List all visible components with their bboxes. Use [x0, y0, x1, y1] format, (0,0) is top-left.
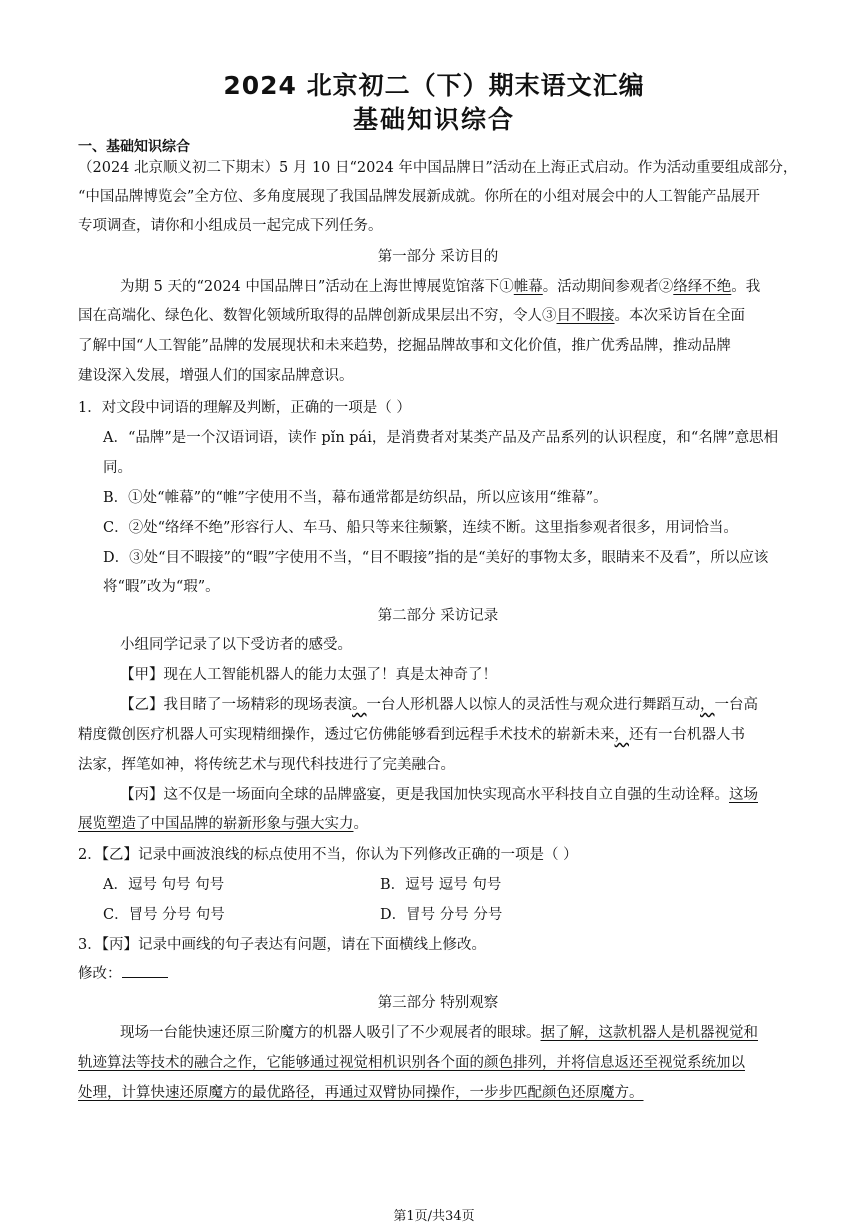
question-1-stem: 1．对文段中词语的理解及判断，正确的一项是（ ）	[78, 400, 411, 416]
part3-line-3: 处理，计算快速还原魔方的最优路径，再通过双臂协同操作，一步步匹配颜色还原魔方。	[78, 1085, 644, 1101]
part3-line-2: 轨迹算法等技术的融合之作，它能够通过视觉相机识别各个面的颜色排列，并将信息返还至视觉系统加以	[78, 1055, 745, 1071]
wavy-punct-2: ，	[700, 697, 715, 713]
intro-line-1: （2024 北京顺义初二下期末）5 月 10 日“2024 年中国品牌日”活动在上海正式启动。作为活动重要组成部分，	[78, 160, 798, 176]
page-footer: 第1页/共34页	[393, 1209, 475, 1224]
record-yi-line-2: 精度微创医疗机器人可实现精细操作，透过它仿佛能够看到远程手术技术的崭新未来，还有一台机器人书	[78, 727, 745, 743]
underlined-passage-start: 据了解，这款机器人是机器视觉和	[540, 1025, 758, 1041]
question-2-stem: 2．【乙】记录中画波浪线的标点使用不当，你认为下列修改正确的一项是（ ）	[78, 847, 578, 863]
wavy-punct-3: ，	[614, 727, 629, 743]
q2-option-b: B．逗号 逗号 句号	[380, 877, 502, 893]
q1-option-c: C．②处“络绎不绝”形容行人、车马、船只等来往频繁，连续不断。这里指参观者很多，用词恰当。	[103, 520, 738, 536]
q1-option-d-line-1: D．③处“目不暇接”的“暇”字使用不当，“目不暇接”指的是“美好的事物太多，眼睛来不及看”，所以应该	[103, 550, 769, 566]
q3-answer-label: 修改：	[78, 966, 122, 982]
part2-heading: 第二部分 采访记录	[377, 608, 499, 624]
underlined-sentence-end: 展览塑造了中国品牌的崭新形象与强大实力	[78, 816, 354, 832]
q1-option-b: B．①处“帷幕”的“帷”字使用不当，幕布通常都是纺织品，所以应该用“维幕”。	[103, 490, 608, 506]
part1-paragraph-line-1: 为期 5 天的“2024 中国品牌日”活动在上海世博展览馆落下①帷幕。活动期间参观者②络绎不绝。我	[120, 279, 761, 295]
part3-heading: 第三部分 特别观察	[377, 995, 499, 1011]
word-2: 络绎不绝	[673, 279, 732, 295]
q1-option-a-line-1: A．“品牌”是一个汉语词语，读作 pǐn pái，是消费者对某类产品及产品系列的认识程度，和“名牌”意思相	[103, 430, 779, 446]
q3-answer-row	[78, 962, 798, 983]
wavy-punct-1: 。	[352, 697, 367, 713]
q2-option-d: D．冒号 分号 分号	[380, 907, 503, 923]
q2-option-c: C．冒号 分号 句号	[103, 907, 225, 923]
record-jia: 【甲】现在人工智能机器人的能力太强了！真是太神奇了！	[120, 667, 497, 683]
answer-blank[interactable]	[122, 963, 168, 978]
record-bing-line-2: 展览塑造了中国品牌的崭新形象与强大实力。	[78, 816, 368, 832]
intro-line-2: “中国品牌博览会”全方位、多角度展现了我国品牌发展新成就。你所在的小组对展会中的人工智能产品展开	[78, 189, 760, 205]
q1-option-d-line-2: 将“暇”改为“瑕”。	[103, 579, 220, 595]
word-1: 帷幕	[513, 279, 543, 295]
part1-paragraph-line-3: 了解中国“人工智能”品牌的发展现状和未来趋势，挖掘品牌故事和文化价值，推广优秀品牌，推动品牌	[78, 338, 731, 354]
record-yi-line-1: 【乙】我目睹了一场精彩的现场表演。一台人形机器人以惊人的灵活性与观众进行舞蹈互动，一台高	[120, 697, 758, 713]
record-yi-line-3: 法家，挥笔如神，将传统艺术与现代科技进行了完美融合。	[78, 757, 455, 773]
q1-option-a-line-2: 同。	[103, 460, 132, 476]
part2-intro: 小组同学记录了以下受访者的感受。	[120, 637, 352, 653]
part1-paragraph-line-4: 建设深入发展，增强人们的国家品牌意识。	[78, 368, 354, 384]
section-heading: 一、基础知识综合	[78, 139, 190, 155]
record-bing-line-1: 【丙】这不仅是一场面向全球的品牌盛宴，更是我国加快实现高水平科技自立自强的生动诠释。这场	[120, 787, 758, 803]
q2-option-a: A．逗号 句号 句号	[103, 877, 225, 893]
intro-line-3: 专项调查，请你和小组成员一起完成下列任务。	[78, 218, 383, 234]
word-3: 目不暇接	[556, 308, 615, 324]
document-subtitle: 基础知识综合	[352, 105, 515, 134]
underlined-sentence-start: 这场	[729, 787, 758, 803]
part1-paragraph-line-2: 国在高端化、绿色化、数智化领域所取得的品牌创新成果层出不穷，令人③目不暇接。本次采访旨在全面	[78, 308, 745, 324]
part1-heading: 第一部分 采访目的	[377, 249, 499, 265]
part3-line-1: 现场一台能快速还原三阶魔方的机器人吸引了不少观展者的眼球。据了解，这款机器人是机器视觉和	[120, 1025, 758, 1041]
question-3-stem: 3．【丙】记录中画线的句子表达有问题，请在下面横线上修改。	[78, 937, 486, 953]
document-title: 2024 北京初二（下）期末语文汇编	[223, 71, 645, 100]
